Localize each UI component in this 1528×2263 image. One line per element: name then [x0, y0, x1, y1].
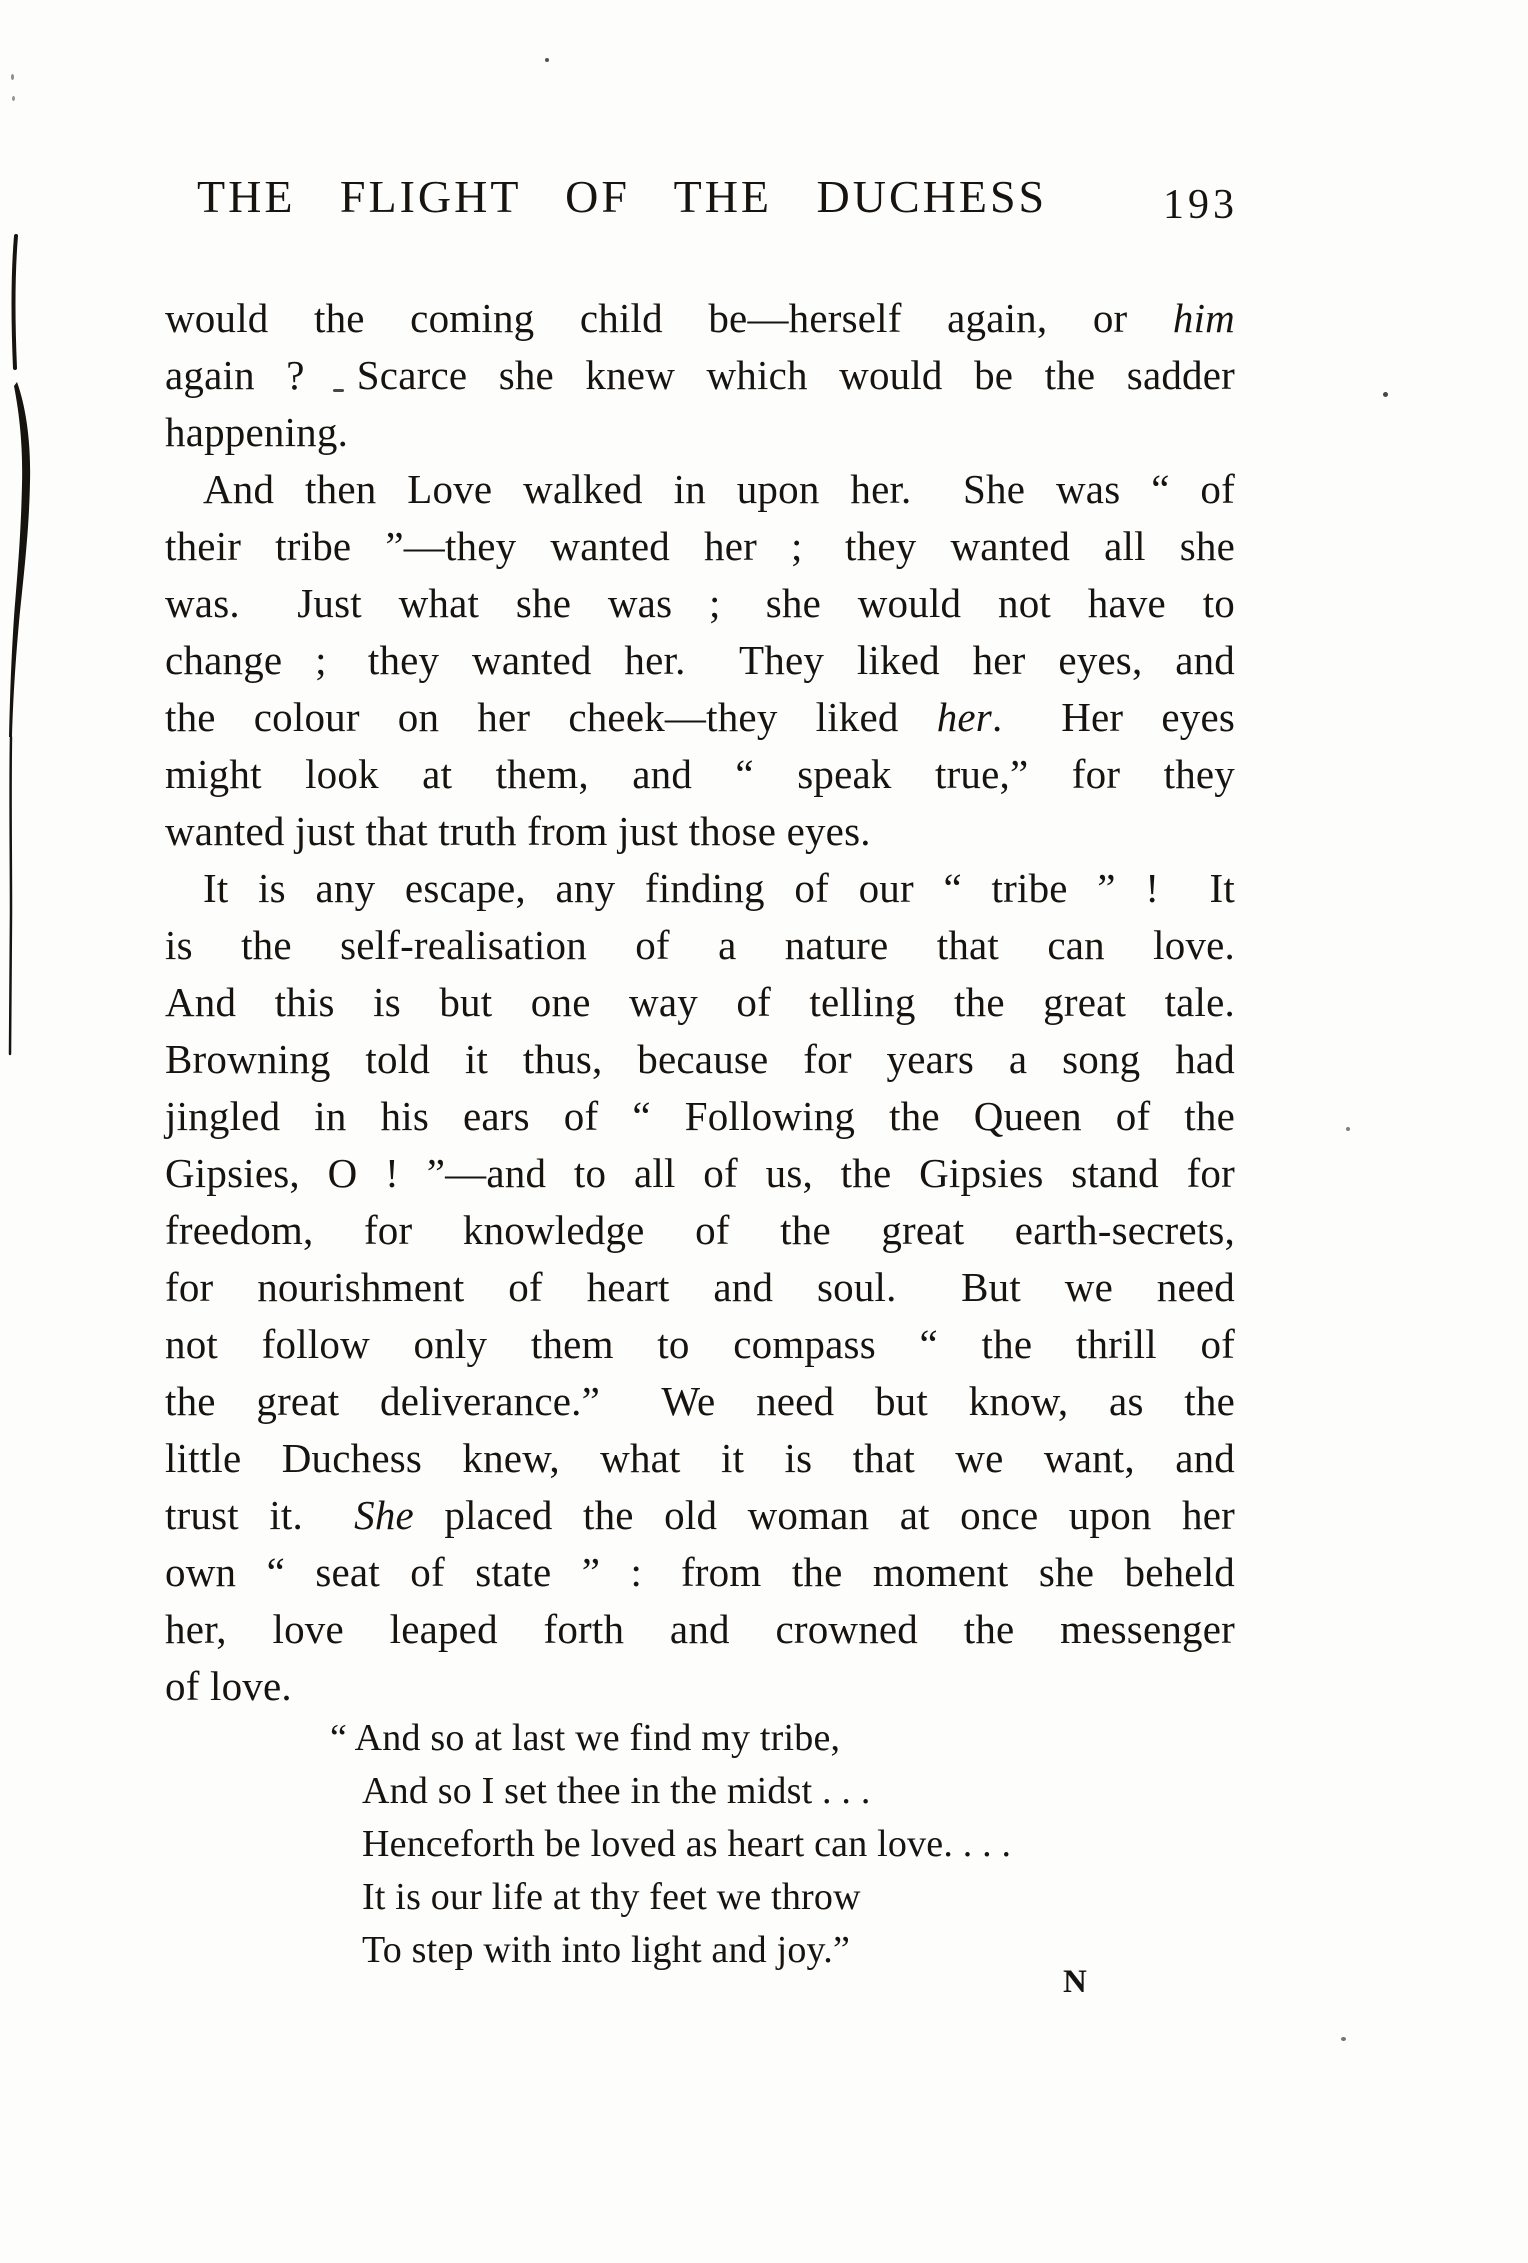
ink-speck: [1341, 2037, 1346, 2041]
paragraph: [165, 461, 1235, 860]
ink-speck: [545, 58, 549, 62]
text-line: Gipsies, O ! ”—and to all of us, the Gipsies stand for: [165, 1150, 1235, 1196]
text-line: freedom, for knowledge of the great earth-secrets,: [165, 1207, 1235, 1253]
text-line: To step with into light and joy.”: [362, 1929, 851, 1971]
text-line: Henceforth be loved as heart can love. . . .: [362, 1823, 1012, 1865]
text-line: little Duchess knew, what it is that we want, and: [165, 1435, 1235, 1481]
text-line: is the self-realisation of a nature that can love.: [165, 922, 1235, 968]
text-line: her, love leaped forth and crowned the messenger: [165, 1606, 1235, 1652]
paragraph: [165, 290, 1235, 461]
page-header-title: THE FLIGHT OF THE DUCHESS: [197, 171, 1048, 222]
text-line: jingled in his ears of “ Following the Queen of the: [165, 1093, 1235, 1139]
text-line: And then Love walked in upon her. She was “ of: [203, 466, 1235, 512]
ink-stroke-artifact: [0, 232, 42, 1062]
ink-speck: [11, 74, 14, 80]
text-line: own “ seat of state ” : from the moment she beheld: [165, 1549, 1235, 1595]
text-line: happening.: [165, 409, 349, 455]
text-line: for nourishment of heart and soul. But we need: [165, 1264, 1235, 1310]
text-line: the colour on her cheek—they liked her. Her eyes: [165, 694, 1235, 740]
body-text: [165, 290, 1235, 1715]
text-line: It is any escape, any finding of our “ tribe ” ! It: [203, 865, 1235, 911]
paragraph: [165, 860, 1235, 1715]
text-line: would the coming child be—herself again, or him: [165, 295, 1235, 341]
text-line: was. Just what she was ; she would not have to: [165, 580, 1235, 626]
text-line: “ And so at last we find my tribe,: [330, 1717, 841, 1759]
text-line: It is our life at thy feet we throw: [362, 1876, 861, 1918]
text-line: change ; they wanted her. They liked her eyes, and: [165, 637, 1235, 683]
text-line: the great deliverance.” We need but know, as the: [165, 1378, 1235, 1424]
text-line: of love.: [165, 1663, 292, 1709]
text-line: And so I set thee in the midst . . .: [362, 1770, 871, 1812]
signature-mark: N: [1063, 1964, 1088, 2000]
text-line: again ? Scarce she knew which would be the sadder: [165, 352, 1235, 398]
text-line: might look at them, and “ speak true,” for they: [165, 751, 1235, 797]
text-line: And this is but one way of telling the great tale.: [165, 979, 1235, 1025]
text-line: wanted just that truth from just those eyes.: [165, 808, 871, 854]
text-line: trust it. She placed the old woman at once upon her: [165, 1492, 1235, 1538]
page-number: 193: [1163, 182, 1238, 228]
text-line: their tribe ”—they wanted her ; they wanted all she: [165, 523, 1235, 569]
ink-speck: [1383, 392, 1388, 397]
text-line: not follow only them to compass “ the thrill of: [165, 1321, 1235, 1367]
ink-speck: [1346, 1127, 1350, 1131]
ink-speck: [12, 96, 15, 101]
text-line: Browning told it thus, because for years a song had: [165, 1036, 1235, 1082]
verse-quote: [330, 1712, 1222, 1977]
